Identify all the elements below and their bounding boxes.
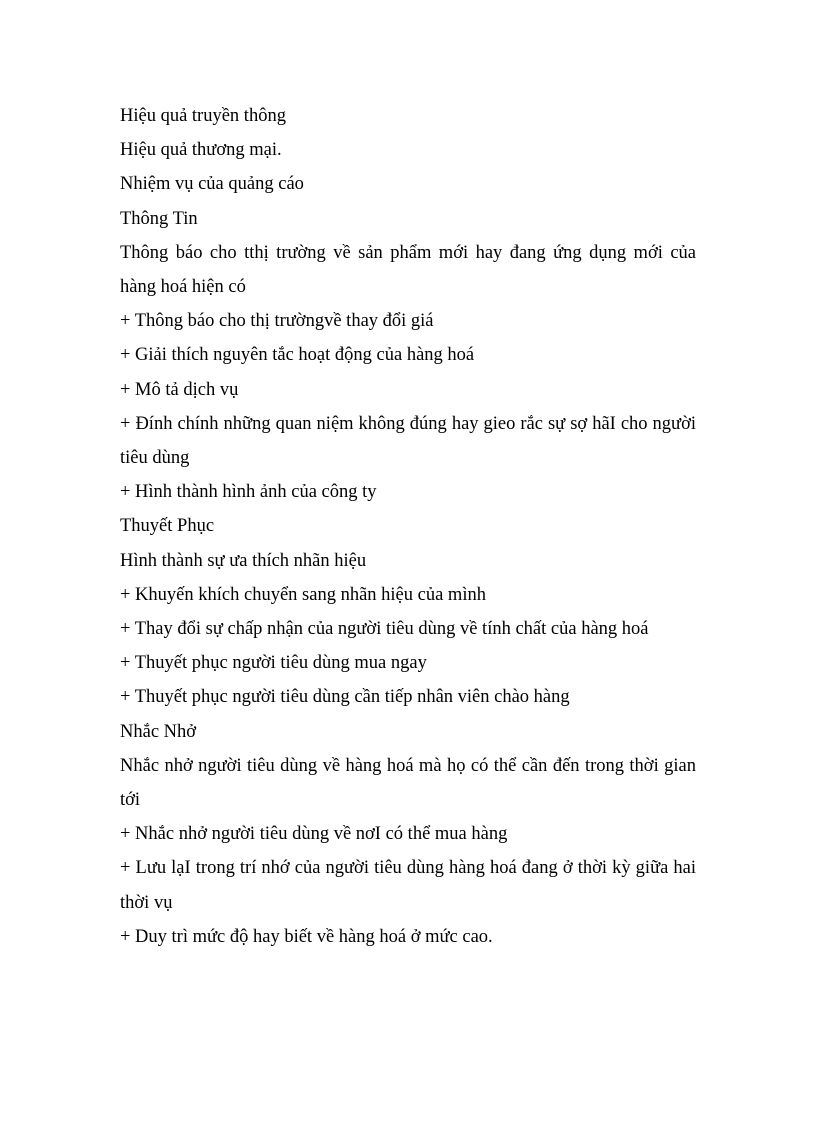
- bullet-meet-salesperson: + Thuyết phục người tiêu dùng cần tiếp nhân viên chào hàng: [120, 687, 570, 708]
- bullet-company-image: + Hình thành hình ảnh của công ty: [120, 482, 377, 503]
- heading-commercial-effect: Hiệu quả thương mại.: [120, 140, 282, 161]
- paragraph-keep-in-memory: + Lưu lạI trong trí nhớ của người tiêu dùng hàng hoá đang ở thời kỳ giữa hai thời vụ: [120, 858, 696, 913]
- bullet-buy-now: + Thuyết phục người tiêu dùng mua ngay: [120, 653, 427, 674]
- bullet-maintain-awareness: + Duy trì mức độ hay biết về hàng hoá ở mức cao.: [120, 926, 493, 947]
- bullet-switch-brand: + Khuyến khích chuyển sang nhãn hiệu của mình: [120, 584, 486, 605]
- bullet-price-change: + Thông báo cho thị trườngvề thay đổi giá: [120, 311, 434, 332]
- bullet-describe-service: + Mô tả dịch vụ: [120, 379, 239, 400]
- paragraph-inform-market: Thông báo cho tthị trường về sản phẩm mới hay đang ứng dụng mới của hàng hoá hiện có: [120, 242, 696, 298]
- bullet-change-acceptance: + Thay đổi sự chấp nhận của người tiêu dùng về tính chất của hàng hoá: [120, 619, 649, 640]
- paragraph-remind-consumers: Nhắc nhở người tiêu dùng về hàng hoá mà họ có thể cần đến trong thời gian tới: [120, 755, 696, 811]
- subheading-brand-preference: Hình thành sự ưa thích nhãn hiệu: [120, 550, 367, 571]
- document-body: [120, 99, 696, 954]
- bullet-explain-principle: + Giải thích nguyên tắc hoạt động của hàng hoá: [120, 345, 475, 366]
- paragraph-correct-misconceptions: + Đính chính những quan niệm không đúng hay gieo rắc sự sợ hãI cho người tiêu dùng: [120, 413, 696, 469]
- heading-reminder: Nhắc Nhở: [120, 721, 197, 742]
- heading-information: Thông Tin: [120, 208, 198, 229]
- heading-communication-effect: Hiệu quả truyền thông: [120, 106, 286, 126]
- heading-persuasion: Thuyết Phục: [120, 516, 215, 537]
- bullet-where-to-buy: + Nhắc nhở người tiêu dùng về nơI có thể mua hàng: [120, 824, 508, 845]
- heading-advertising-tasks: Nhiệm vụ của quảng cáo: [120, 174, 304, 195]
